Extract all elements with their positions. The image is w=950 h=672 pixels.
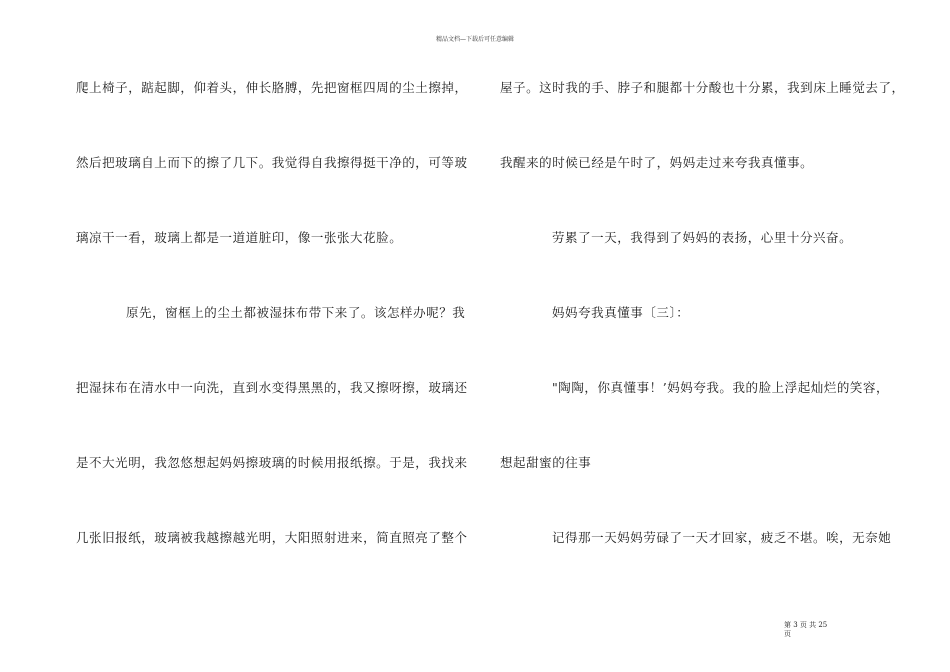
text-line: 原先，窗框上的尘土都被湿抹布带下来了。该怎样办呢？我 <box>126 305 466 320</box>
page-header: 精品文档—下载后可任意编辑 <box>435 36 514 43</box>
text-line: 劳累了一天，我得到了妈妈的表扬，心里十分兴奋。 <box>552 230 853 245</box>
page-number <box>784 621 827 639</box>
section-heading: 妈妈夸我真懂事〔三〕： <box>552 305 690 320</box>
text-line: 是不大光明，我忽悠想起妈妈擦玻璃的时候用报纸擦。于是，我找来 <box>76 455 468 470</box>
page-number-line: 页 <box>784 630 791 638</box>
text-line: 想起甜蜜的往事 <box>500 455 592 470</box>
text-line: 爬上椅子，踮起脚，仰着头，伸长胳膊，先把窗框四周的尘土擦掉， <box>76 80 468 95</box>
text-line: "陶陶，你真懂事！’妈妈夸我。我的脸上浮起灿烂的笑容， <box>552 380 890 395</box>
text-line: 璃凉干一看，玻璃上都是一道道脏印，像一张张大花脸。 <box>76 230 403 245</box>
page-number-line: 第 3 页 共 25 <box>784 621 828 629</box>
text-line: 记得那一天妈妈劳碌了一天才回家，疲乏不堪。唉，无奈她 <box>552 530 892 545</box>
text-line: 把湿抹布在清水中一向洗，直到水变得黑黑的，我又擦呀擦，玻璃还 <box>76 380 468 395</box>
text-line: 几张旧报纸，玻璃被我越擦越光明，大阳照射进来，简直照亮了整个 <box>76 530 468 545</box>
text-line: 然后把玻璃自上而下的擦了几下。我觉得自我擦得挺干净的，可等玻 <box>76 155 468 170</box>
text-line: 屋子。这时我的手、脖子和腿都十分酸也十分累，我到床上睡觉去了， <box>500 80 905 95</box>
text-line: 我醒来的时候已经是午时了，妈妈走过来夸我真懂事。 <box>500 155 814 170</box>
